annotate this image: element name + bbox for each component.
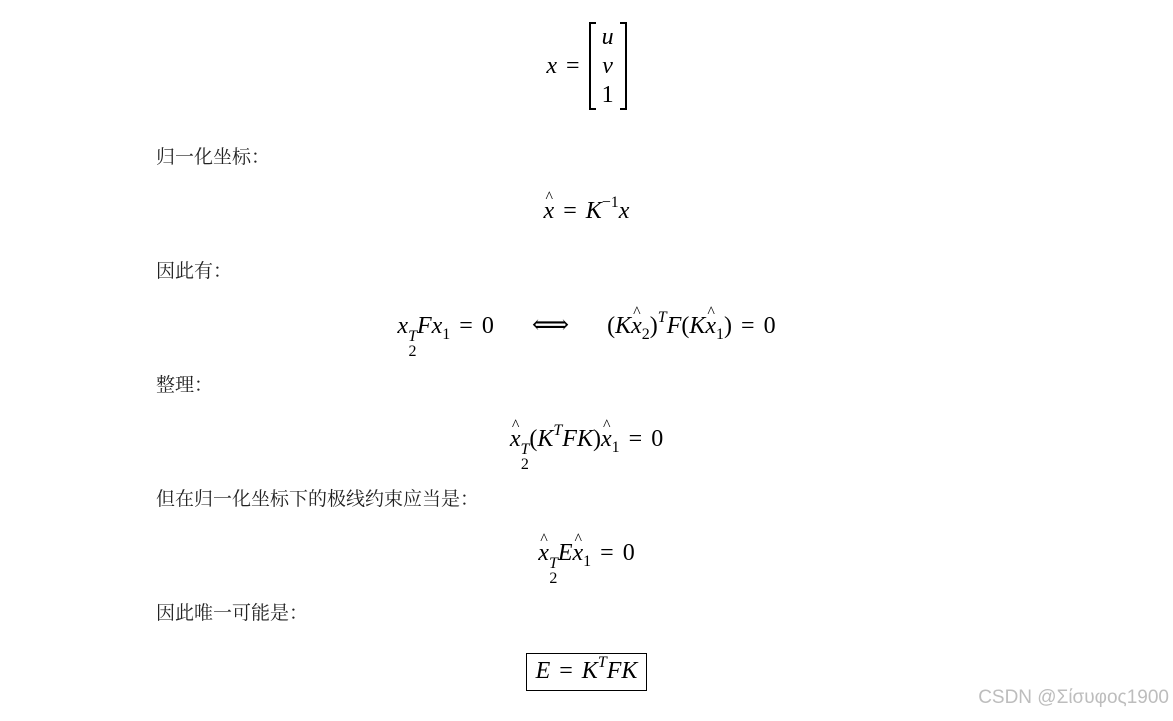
- iff-arrow: ⟺: [531, 310, 570, 339]
- x-symbol: x: [546, 53, 558, 79]
- paragraph-normalized-constraint: 但在归一化坐标下的极线约束应当是：: [156, 489, 480, 510]
- equation-normalize: ^ $x = K^{-1}x$: [0, 196, 1173, 226]
- K-symbol: K: [585, 198, 602, 224]
- right-bracket: [620, 22, 627, 110]
- equation-result: [0, 653, 1173, 691]
- x-vector-expression: [546, 22, 626, 110]
- vector-entry-v: v: [602, 52, 613, 79]
- paragraph-arrange: 整理：: [156, 375, 214, 396]
- equation-arranged: ^ x T 2 $(K^TFK)\^{}$ $x_1 = 0$: [0, 424, 1173, 472]
- csdn-watermark: CSDN @Σίσυφος1900: [978, 687, 1169, 708]
- vector-entry-1: 1: [601, 81, 614, 108]
- inverse-superscript: −1: [601, 194, 619, 211]
- left-bracket: [589, 22, 596, 110]
- vector-entry-u: u: [601, 23, 614, 50]
- paragraph-normalized-coordinates: 归一化坐标：: [156, 147, 271, 168]
- paragraph-therefore: 因此有：: [156, 261, 233, 282]
- equation-essential-constraint: ^ x T 2 E^ $x_1 = 0$: [0, 538, 1173, 586]
- equation-x-vector: [0, 22, 1173, 110]
- boxed-result: $E = K^TFK$: [526, 653, 648, 691]
- equals-sign: =: [566, 53, 580, 79]
- x-symbol: x: [618, 198, 630, 224]
- x-hat: ^ x: [544, 196, 555, 226]
- equation-epipolar: x T 2 $Fx_1 = 0$ ⟺ (K^ $x_2)^TF(K\^{}$ $x_1) = 0$: [0, 310, 1173, 359]
- paragraph-only-possibility: 因此唯一可能是：: [156, 603, 309, 624]
- column-vector: [596, 23, 620, 110]
